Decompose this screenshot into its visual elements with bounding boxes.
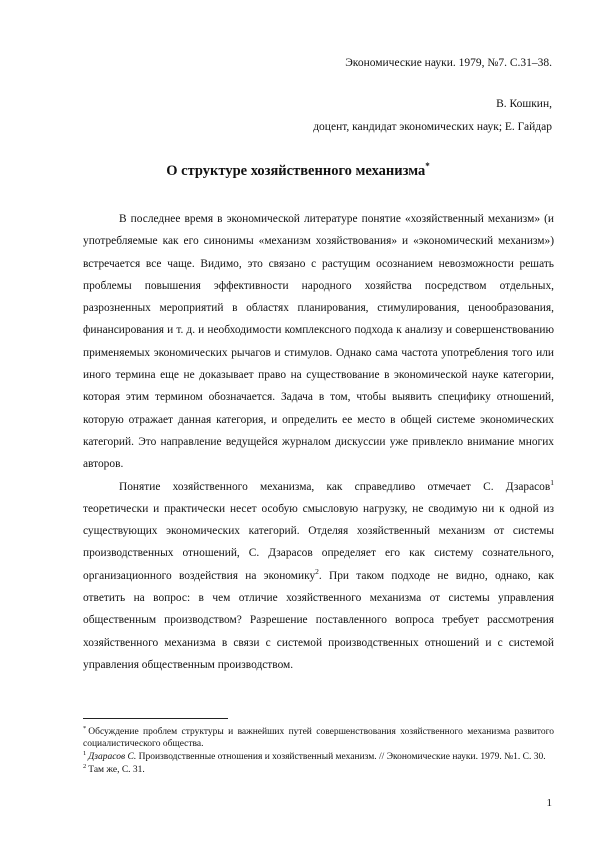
author-affiliation: доцент, кандидат экономических наук; Е. Гайдар [313,121,552,133]
footnote-text: Там же, С. 31. [88,765,145,775]
paragraph-2 [83,476,554,677]
footnote-ref-1: 1 [550,477,554,487]
paragraph-1: В последнее время в экономической литературе понятие «хозяйственный механизм» (и употребляемые как его синонимы «механизм хозяйствования» и «экономический механизм») встречается все чаще. Видимо, это связано с растущим осознанием невозможности решать проблемы повышения эффективности народного хозяйства посредством отдельных, разрозненных мероприятий в областях планирования, стимулирования, ценообразования, финансирования и т. д. и необходимости комплексного подхода к анализу и совершенствованию применяемых экономических рычагов и стимулов. Однако сама частота употребления того или иного термина еще не доказывает право на существование в экономической науке категории, которая этим термином обозначается. Задача в том, чтобы выявить специфику отношений, которую отражает данная категория, и определить ее место в общей системе экономических категорий. Это направление ведущейся журналом дискуссии уже привлекло внимание многих авторов. [83,213,554,471]
footnote-ref-2: 2 [315,566,319,576]
footnote-mark: 2 [83,763,87,770]
footnote-mark: * [83,725,87,732]
footnote-2 [83,764,554,776]
footnote-mark: 1 [83,750,87,757]
footnote-divider [83,718,228,719]
article-title [0,161,596,180]
paragraph-2-part-1: Понятие хозяйственного механизма, как справедливо отмечает С. Дзарасов [119,480,551,493]
journal-citation: Экономические науки. 1979, №7. С.31–38. [345,57,552,69]
title-footnote-mark: * [425,161,430,171]
footnotes [83,726,554,777]
page-number: 1 [546,797,552,809]
footnote-star [83,726,554,750]
author-name: В. Кошкин, [496,98,552,110]
paragraph-2-part-3: . При таком подходе не видно, однако, как ответить на вопрос: в чем отличие хозяйственного механизма от системы управления общественным производством? Разрешение поставленного вопроса требует рассмотрения хозяйственного механизма в связи с системой производственных отношений и с системой управления общественным производством. [83,569,554,671]
footnote-1 [83,751,554,763]
footnote-author: Дзарасов С. [88,752,137,762]
footnote-text: Производственные отношения и хозяйственный механизм. // Экономические науки. 1979. №1. С. 30. [136,752,546,762]
footnote-text: Обсуждение проблем структуры и важнейших путей совершенствования хозяйственного механизма развитого социалистического общества. [83,727,554,749]
paragraph-2-part-2: теоретически и практически несет особую смысловую нагрузку, не сводимую ни к одной из существующих экономических категорий. Отделяя хозяйственный механизм от системы производственных отношений, С. Дзарасов определяет его как систему сознательного, организационного воздействия на экономику [83,502,554,582]
article-body [83,208,554,676]
article-title-text: О структуре хозяйственного механизма [166,163,426,179]
